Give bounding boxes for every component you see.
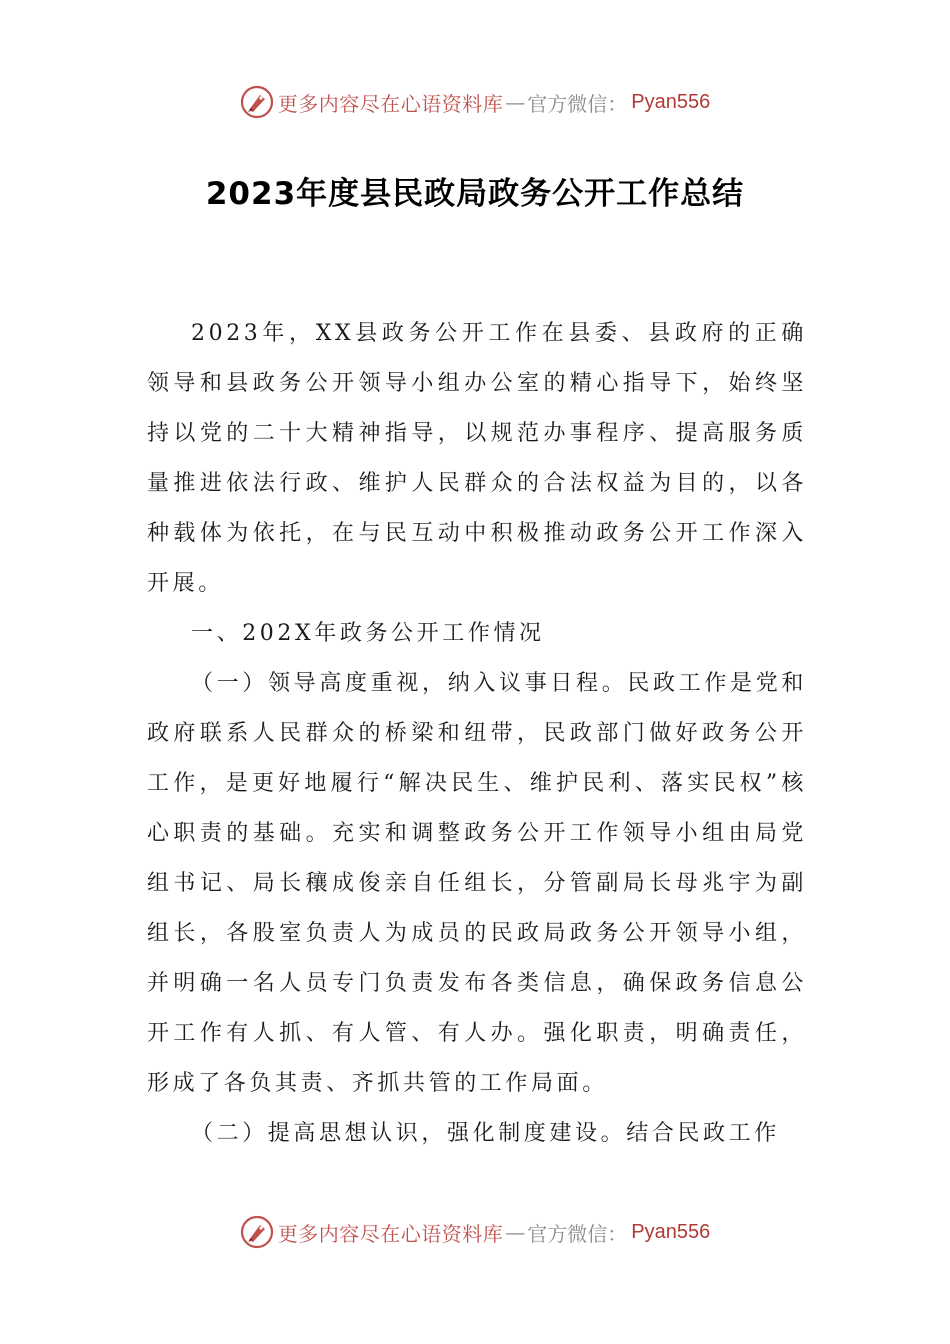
- wechat-label: 官方微信：: [527, 1221, 628, 1246]
- watermark-text: 更多内容尽在心语资料库: [277, 1221, 504, 1246]
- body-paragraph: （一）领导高度重视，纳入议事日程。民政工作是党和政府联系人民群众的桥梁和纽带，民政部门做好政务公开工作，是更好地履行“解决民生、维护民利、落实民权”核心职责的基础。充实和调整政务公开工作领导小组由局党组书记、局长穰成俊亲自任组长，分管副局长母兆宇为副组长，各股室负责人为成员的民政局政务公开领导小组，并明确一名人员专门负责发布各类信息，确保政务信息公开工作有人抓、有人管、有人办。强化职责，明确责任，形成了各负其责、齐抓共管的工作局面。: [147, 671, 807, 1096]
- watermark-separator: —: [505, 90, 526, 114]
- watermark-separator: —: [505, 1220, 526, 1244]
- document-title: 2023年度县民政局政务公开工作总结: [205, 176, 745, 212]
- wechat-id: Pyan556: [631, 90, 711, 113]
- pen-nib-icon: [240, 1215, 274, 1249]
- footer-watermark: [0, 1212, 950, 1252]
- body-paragraph: （二）提高思想认识，强化制度建设。结合民政工作: [191, 1121, 780, 1146]
- header-watermark: [0, 82, 950, 122]
- wechat-label: 官方微信：: [527, 91, 628, 116]
- wechat-id: Pyan556: [631, 1220, 711, 1243]
- document-body: [147, 309, 807, 1159]
- intro-paragraph: 2023年，XX县政务公开工作在县委、县政府的正确领导和县政务公开领导小组办公室的精心指导下，始终坚持以党的二十大精神指导，以规范办事程序、提高服务质量推进依法行政、维护人民群众的合法权益为目的，以各种载体为依托，在与民互动中积极推动政务公开工作深入开展。: [147, 321, 807, 596]
- watermark-text: 更多内容尽在心语资料库: [277, 91, 504, 116]
- section-heading: 一、202X年政务公开工作情况: [191, 621, 545, 646]
- pen-nib-icon: [240, 85, 274, 119]
